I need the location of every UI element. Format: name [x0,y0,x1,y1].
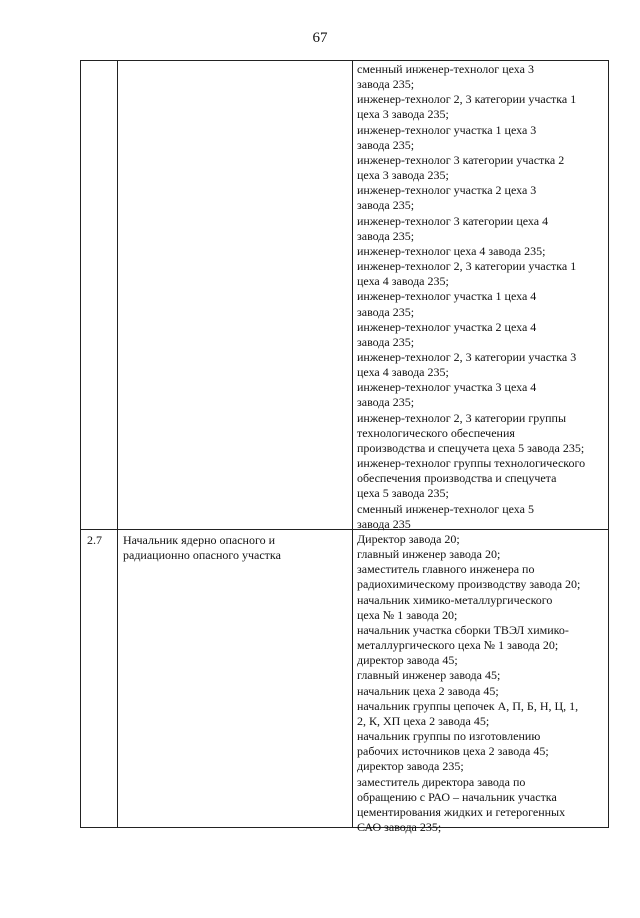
position-line: инженер-технолог участка 1 цеха 4 [357,289,537,304]
position-line: рабочих источников цеха 2 завода 45; [357,744,549,759]
position-line: инженер-технолог 3 категории цеха 4 [357,213,549,228]
position-line: инженер-технолог 2, 3 категории участка 1 [357,92,577,107]
column-divider-1 [117,61,118,827]
position-line: инженер-технолог участка 1 цеха 3 [357,122,537,137]
position-line: сменный инженер-технолог цеха 3 [357,62,534,76]
column-divider-2 [352,61,353,827]
position-line: завода 235; [357,395,415,410]
position-line: завода 235; [357,334,415,349]
position-line: завода 235; [357,304,415,319]
position-line: инженер-технолог участка 2 цеха 4 [357,319,537,334]
row-1-positions-list [357,62,607,532]
position-line: инженер-технолог участка 2 цеха 3 [357,183,537,198]
position-line: инженер-технолог участка 3 цеха 4 [357,380,537,395]
positions-table [80,60,609,834]
position-line: начальник химико-металлургического [357,592,553,607]
row-2-title: Начальник ядерно опасного и радиационно опасного участка [123,533,281,563]
position-line: заместитель главного инженера по [357,562,535,577]
position-line: цеха 5 завода 235; [357,486,449,501]
position-line: радиохимическому производству завода 20; [357,577,581,592]
position-line: директор завода 235; [357,759,464,774]
position-line: технологического обеспечения [357,425,515,440]
position-line: директор завода 45; [357,653,458,668]
position-line: Директор завода 20; [357,532,460,546]
position-line: завода 235 [357,516,411,531]
position-line: завода 235; [357,228,415,243]
position-line: начальник участка сборки ТВЭЛ химико- [357,622,569,637]
position-line: завода 235; [357,137,415,152]
position-line: обращению с РАО – начальник участка [357,789,557,804]
page-number: 67 [312,30,328,46]
position-line: главный инженер завода 45; [357,668,501,683]
position-line: цеха 4 завода 235; [357,365,449,380]
position-line: цеха 4 завода 235; [357,274,449,289]
position-line: 2, К, ХП цеха 2 завода 45; [357,713,490,728]
position-line: начальник цеха 2 завода 45; [357,683,499,698]
position-line: инженер-технолог группы технологического [357,456,586,471]
row-2-positions-list [357,532,607,835]
position-line: инженер-технолог 2, 3 категории группы [357,410,567,425]
position-line: цеха 3 завода 235; [357,107,449,122]
row-2-number: 2.7 [87,533,102,547]
position-line: САО завода 235; [357,819,442,834]
position-line: инженер-технолог 3 категории участка 2 [357,152,565,167]
position-line: сменный инженер-технолог цеха 5 [357,501,534,516]
position-line: заместитель директора завода по [357,774,526,789]
position-line: цементирования жидких и гетерогенных [357,804,566,819]
position-line: главный инженер завода 20; [357,547,501,562]
position-line: металлургического цеха № 1 завода 20; [357,638,559,653]
position-line: инженер-технолог 2, 3 категории участка 3 [357,349,577,364]
position-line: производства и спецучета цеха 5 завода 235; [357,440,585,455]
position-line: цеха 3 завода 235; [357,168,449,183]
position-line: начальник группы цепочек А, П, Б, Н, Ц, 1, [357,698,579,713]
position-line: инженер-технолог цеха 4 завода 235; [357,243,546,258]
position-line: обеспечения производства и спецучета [357,471,557,486]
position-line: начальник группы по изготовлению [357,729,541,744]
position-line: завода 235; [357,77,415,92]
position-line: цеха № 1 завода 20; [357,607,458,622]
position-line: инженер-технолог 2, 3 категории участка 1 [357,259,577,274]
position-line: завода 235; [357,198,415,213]
